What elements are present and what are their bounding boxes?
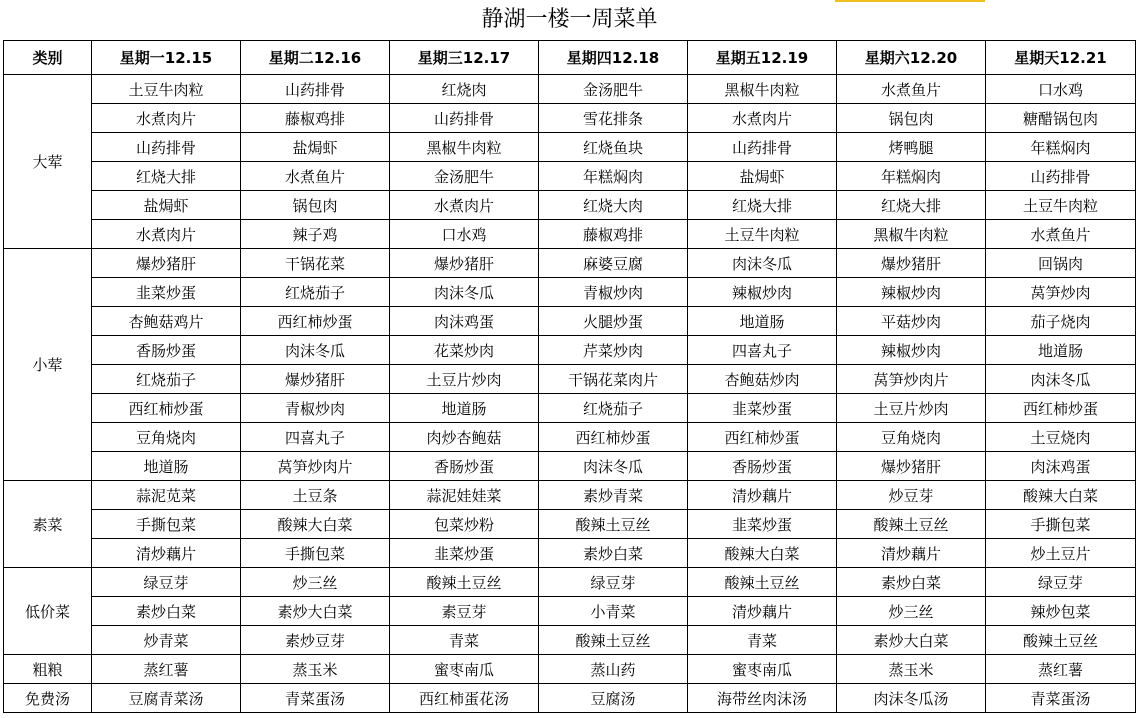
dish-cell: 口水鸡 [986, 75, 1136, 104]
dish-cell: 海带丝肉沫汤 [688, 684, 837, 713]
table-header [4, 41, 1136, 75]
dish-cell: 锅包肉 [241, 191, 390, 220]
category-cell: 素菜 [4, 481, 92, 568]
dish-cell: 莴笋炒肉 [986, 278, 1136, 307]
dish-cell: 地道肠 [390, 394, 539, 423]
dish-cell: 土豆牛肉粒 [92, 75, 241, 104]
dish-cell: 红烧大排 [92, 162, 241, 191]
dish-cell: 红烧大肉 [539, 191, 688, 220]
dish-cell: 水煮鱼片 [241, 162, 390, 191]
dish-cell: 黑椒牛肉粒 [837, 220, 986, 249]
dish-cell: 蒜泥苋菜 [92, 481, 241, 510]
dish-cell: 手撕包菜 [92, 510, 241, 539]
dish-cell: 土豆片炒肉 [390, 365, 539, 394]
dish-cell: 辣椒炒肉 [837, 278, 986, 307]
dish-cell: 土豆牛肉粒 [986, 191, 1136, 220]
table-row [4, 510, 1136, 539]
table-row [4, 626, 1136, 655]
accent-bar [835, 0, 985, 2]
dish-cell: 素炒大白菜 [241, 597, 390, 626]
dish-cell: 肉沫鸡蛋 [986, 452, 1136, 481]
dish-cell: 酸辣土豆丝 [986, 626, 1136, 655]
dish-cell: 水煮肉片 [688, 104, 837, 133]
dish-cell: 水煮肉片 [92, 220, 241, 249]
table-row [4, 655, 1136, 684]
dish-cell: 干锅花菜 [241, 249, 390, 278]
header-day: 星期六12.20 [837, 41, 986, 75]
dish-cell: 肉沫鸡蛋 [390, 307, 539, 336]
dish-cell: 红烧肉 [390, 75, 539, 104]
dish-cell: 辣炒包菜 [986, 597, 1136, 626]
category-cell: 小荤 [4, 249, 92, 481]
dish-cell: 红烧鱼块 [539, 133, 688, 162]
dish-cell: 辣椒炒肉 [837, 336, 986, 365]
dish-cell: 辣椒炒肉 [688, 278, 837, 307]
table-row [4, 481, 1136, 510]
dish-cell: 红烧大排 [688, 191, 837, 220]
dish-cell: 豆角烧肉 [837, 423, 986, 452]
table-row [4, 452, 1136, 481]
dish-cell: 酸辣大白菜 [688, 539, 837, 568]
dish-cell: 爆炒猪肝 [92, 249, 241, 278]
dish-cell: 肉沫冬瓜 [241, 336, 390, 365]
dish-cell: 红烧大排 [837, 191, 986, 220]
dish-cell: 雪花排条 [539, 104, 688, 133]
dish-cell: 干锅花菜肉片 [539, 365, 688, 394]
dish-cell: 土豆烧肉 [986, 423, 1136, 452]
category-cell: 免费汤 [4, 684, 92, 713]
dish-cell: 青菜 [390, 626, 539, 655]
header-day: 星期三12.17 [390, 41, 539, 75]
dish-cell: 藤椒鸡排 [539, 220, 688, 249]
dish-cell: 西红柿蛋花汤 [390, 684, 539, 713]
table-row [4, 365, 1136, 394]
dish-cell: 山药排骨 [986, 162, 1136, 191]
dish-cell: 烤鸭腿 [837, 133, 986, 162]
dish-cell: 青菜 [688, 626, 837, 655]
dish-cell: 盐焗虾 [241, 133, 390, 162]
dish-cell: 西红柿炒蛋 [92, 394, 241, 423]
dish-cell: 素炒白菜 [539, 539, 688, 568]
dish-cell: 四喜丸子 [688, 336, 837, 365]
dish-cell: 肉沫冬瓜汤 [837, 684, 986, 713]
dish-cell: 肉沫冬瓜 [539, 452, 688, 481]
table-row [4, 249, 1136, 278]
dish-cell: 豆腐汤 [539, 684, 688, 713]
dish-cell: 手撕包菜 [241, 539, 390, 568]
table-row [4, 307, 1136, 336]
dish-cell: 黑椒牛肉粒 [688, 75, 837, 104]
dish-cell: 西红柿炒蛋 [688, 423, 837, 452]
dish-cell: 包菜炒粉 [390, 510, 539, 539]
dish-cell: 莴笋炒肉片 [241, 452, 390, 481]
menu-table [3, 40, 1136, 713]
dish-cell: 素豆芽 [390, 597, 539, 626]
dish-cell: 小青菜 [539, 597, 688, 626]
dish-cell: 麻婆豆腐 [539, 249, 688, 278]
dish-cell: 炒三丝 [241, 568, 390, 597]
dish-cell: 炒豆芽 [837, 481, 986, 510]
dish-cell: 炒青菜 [92, 626, 241, 655]
dish-cell: 杏鲍菇鸡片 [92, 307, 241, 336]
dish-cell: 蒜泥娃娃菜 [390, 481, 539, 510]
header-day: 星期天12.21 [986, 41, 1136, 75]
dish-cell: 肉沫冬瓜 [986, 365, 1136, 394]
header-day: 星期五12.19 [688, 41, 837, 75]
table-row [4, 75, 1136, 104]
table-row [4, 162, 1136, 191]
dish-cell: 韭菜炒蛋 [688, 394, 837, 423]
dish-cell: 豆角烧肉 [92, 423, 241, 452]
dish-cell: 山药排骨 [92, 133, 241, 162]
dish-cell: 酸辣土豆丝 [539, 510, 688, 539]
dish-cell: 年糕焖肉 [837, 162, 986, 191]
dish-cell: 口水鸡 [390, 220, 539, 249]
dish-cell: 豆腐青菜汤 [92, 684, 241, 713]
category-cell: 大荤 [4, 75, 92, 249]
dish-cell: 青菜蛋汤 [986, 684, 1136, 713]
dish-cell: 绿豆芽 [539, 568, 688, 597]
header-day: 星期四12.18 [539, 41, 688, 75]
dish-cell: 金汤肥牛 [390, 162, 539, 191]
dish-cell: 爆炒猪肝 [390, 249, 539, 278]
table-row [4, 220, 1136, 249]
dish-cell: 清炒藕片 [688, 597, 837, 626]
dish-cell: 蒸山药 [539, 655, 688, 684]
dish-cell: 盐焗虾 [92, 191, 241, 220]
dish-cell: 酸辣大白菜 [986, 481, 1136, 510]
dish-cell: 爆炒猪肝 [837, 452, 986, 481]
table-row [4, 278, 1136, 307]
dish-cell: 红烧茄子 [92, 365, 241, 394]
dish-cell: 土豆片炒肉 [837, 394, 986, 423]
dish-cell: 蒸玉米 [837, 655, 986, 684]
dish-cell: 山药排骨 [688, 133, 837, 162]
dish-cell: 西红柿炒蛋 [986, 394, 1136, 423]
dish-cell: 火腿炒蛋 [539, 307, 688, 336]
dish-cell: 蒸红薯 [92, 655, 241, 684]
dish-cell: 素炒豆芽 [241, 626, 390, 655]
dish-cell: 黑椒牛肉粒 [390, 133, 539, 162]
dish-cell: 肉沫冬瓜 [688, 249, 837, 278]
dish-cell: 清炒藕片 [837, 539, 986, 568]
dish-cell: 素炒白菜 [837, 568, 986, 597]
dish-cell: 酸辣土豆丝 [390, 568, 539, 597]
dish-cell: 青椒炒肉 [241, 394, 390, 423]
dish-cell: 韭菜炒蛋 [92, 278, 241, 307]
dish-cell: 绿豆芽 [92, 568, 241, 597]
dish-cell: 茄子烧肉 [986, 307, 1136, 336]
dish-cell: 地道肠 [986, 336, 1136, 365]
dish-cell: 山药排骨 [241, 75, 390, 104]
table-row [4, 191, 1136, 220]
dish-cell: 爆炒猪肝 [837, 249, 986, 278]
dish-cell: 土豆条 [241, 481, 390, 510]
dish-cell: 花菜炒肉 [390, 336, 539, 365]
table-row [4, 539, 1136, 568]
dish-cell: 素炒青菜 [539, 481, 688, 510]
dish-cell: 绿豆芽 [986, 568, 1136, 597]
dish-cell: 炒土豆片 [986, 539, 1136, 568]
dish-cell: 蒸玉米 [241, 655, 390, 684]
dish-cell: 素炒白菜 [92, 597, 241, 626]
dish-cell: 青椒炒肉 [539, 278, 688, 307]
dish-cell: 地道肠 [92, 452, 241, 481]
dish-cell: 清炒藕片 [688, 481, 837, 510]
table-body [4, 75, 1136, 713]
dish-cell: 平菇炒肉 [837, 307, 986, 336]
table-row [4, 684, 1136, 713]
dish-cell: 酸辣土豆丝 [837, 510, 986, 539]
dish-cell: 爆炒猪肝 [241, 365, 390, 394]
dish-cell: 藤椒鸡排 [241, 104, 390, 133]
table-row [4, 568, 1136, 597]
dish-cell: 山药排骨 [390, 104, 539, 133]
dish-cell: 西红柿炒蛋 [539, 423, 688, 452]
dish-cell: 水煮肉片 [390, 191, 539, 220]
dish-cell: 水煮鱼片 [986, 220, 1136, 249]
dish-cell: 年糕焖肉 [539, 162, 688, 191]
dish-cell: 红烧茄子 [241, 278, 390, 307]
dish-cell: 红烧茄子 [539, 394, 688, 423]
dish-cell: 酸辣土豆丝 [539, 626, 688, 655]
dish-cell: 盐焗虾 [688, 162, 837, 191]
table-row [4, 394, 1136, 423]
dish-cell: 四喜丸子 [241, 423, 390, 452]
dish-cell: 莴笋炒肉片 [837, 365, 986, 394]
dish-cell: 肉炒杏鲍菇 [390, 423, 539, 452]
dish-cell: 水煮鱼片 [837, 75, 986, 104]
dish-cell: 酸辣大白菜 [241, 510, 390, 539]
dish-cell: 西红柿炒蛋 [241, 307, 390, 336]
dish-cell: 土豆牛肉粒 [688, 220, 837, 249]
category-cell: 粗粮 [4, 655, 92, 684]
dish-cell: 韭菜炒蛋 [390, 539, 539, 568]
dish-cell: 水煮肉片 [92, 104, 241, 133]
table-row [4, 133, 1136, 162]
dish-cell: 青菜蛋汤 [241, 684, 390, 713]
dish-cell: 辣子鸡 [241, 220, 390, 249]
dish-cell: 肉沫冬瓜 [390, 278, 539, 307]
header-row [4, 41, 1136, 75]
dish-cell: 炒三丝 [837, 597, 986, 626]
dish-cell: 素炒大白菜 [837, 626, 986, 655]
page-title: 静湖一楼一周菜单 [481, 7, 658, 32]
dish-cell: 杏鲍菇炒肉 [688, 365, 837, 394]
dish-cell: 韭菜炒蛋 [688, 510, 837, 539]
dish-cell: 蜜枣南瓜 [688, 655, 837, 684]
table-row [4, 423, 1136, 452]
dish-cell: 香肠炒蛋 [92, 336, 241, 365]
dish-cell: 年糕焖肉 [986, 133, 1136, 162]
dish-cell: 锅包肉 [837, 104, 986, 133]
dish-cell: 手撕包菜 [986, 510, 1136, 539]
dish-cell: 糖醋锅包肉 [986, 104, 1136, 133]
category-cell: 低价菜 [4, 568, 92, 655]
header-day: 星期二12.16 [241, 41, 390, 75]
dish-cell: 蒸红薯 [986, 655, 1136, 684]
dish-cell: 回锅肉 [986, 249, 1136, 278]
dish-cell: 地道肠 [688, 307, 837, 336]
dish-cell: 芹菜炒肉 [539, 336, 688, 365]
table-row [4, 336, 1136, 365]
dish-cell: 清炒藕片 [92, 539, 241, 568]
dish-cell: 香肠炒蛋 [390, 452, 539, 481]
table-row [4, 104, 1136, 133]
dish-cell: 酸辣土豆丝 [688, 568, 837, 597]
table-row [4, 597, 1136, 626]
dish-cell: 金汤肥牛 [539, 75, 688, 104]
header-day: 星期一12.15 [92, 41, 241, 75]
header-category: 类别 [4, 41, 92, 75]
dish-cell: 蜜枣南瓜 [390, 655, 539, 684]
dish-cell: 香肠炒蛋 [688, 452, 837, 481]
